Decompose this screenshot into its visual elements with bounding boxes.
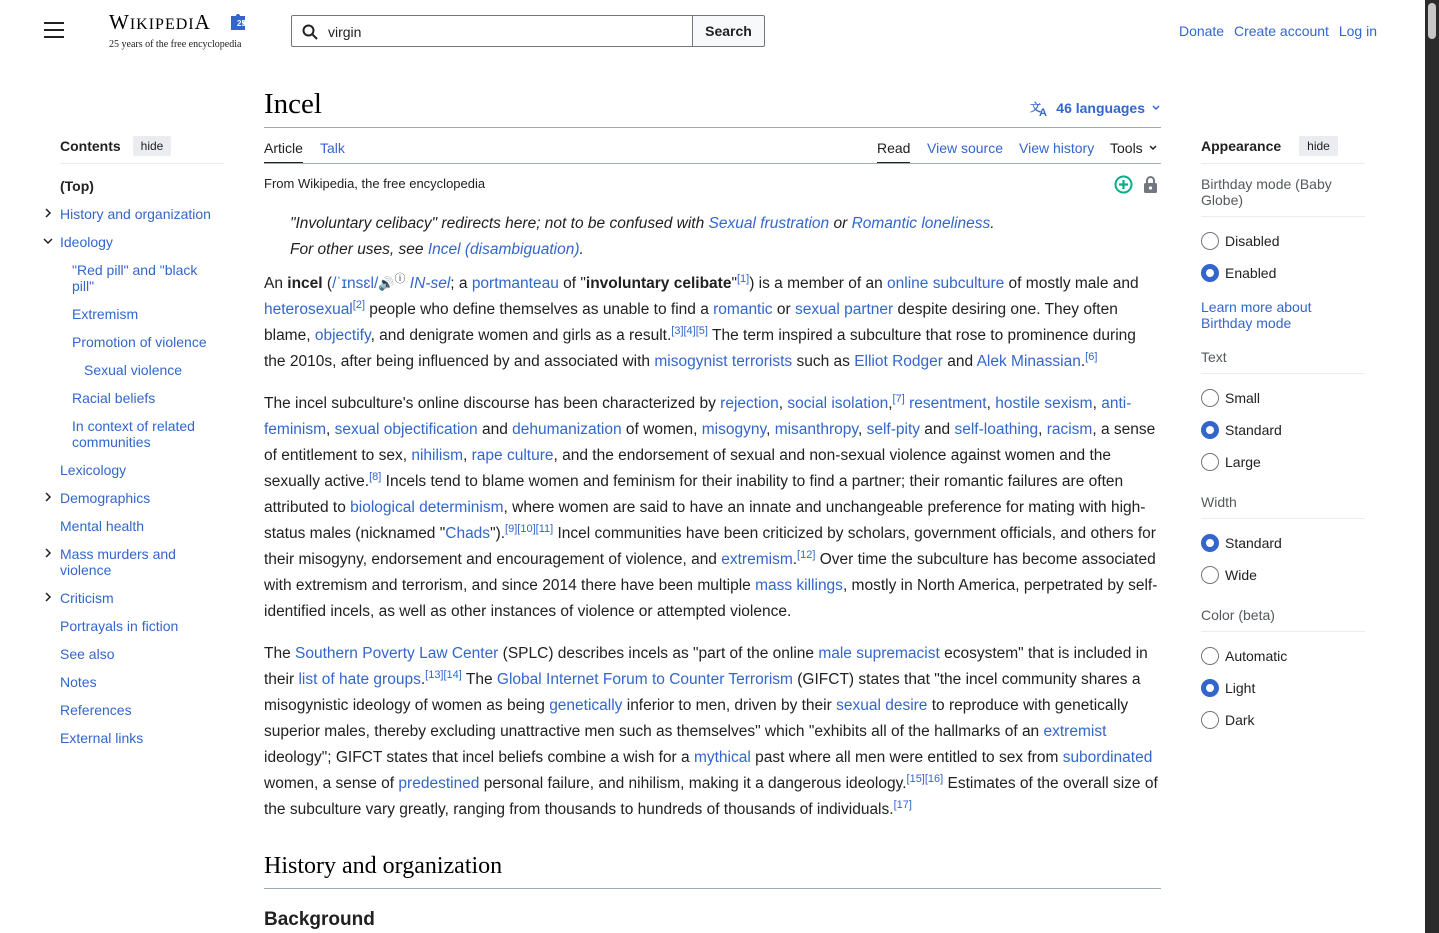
link-nihilism[interactable]: nihilism: [411, 447, 464, 464]
toc-item-criticism[interactable]: Criticism: [60, 590, 224, 606]
chevron-right-icon[interactable]: [42, 491, 54, 503]
article-content: [264, 271, 1161, 839]
toc-header: [60, 134, 224, 164]
appearance-header: [1201, 134, 1365, 164]
link-self-pity[interactable]: self-pity: [866, 421, 920, 438]
tabs-divider: [264, 163, 1161, 164]
link-social-isolation[interactable]: social isolation: [787, 395, 889, 412]
ref-13[interactable]: [13]: [425, 668, 444, 681]
toc-hide-button[interactable]: hide: [133, 136, 172, 156]
learn-more-birthday-link[interactable]: Learn more about Birthday mode: [1201, 299, 1312, 331]
radio-width-wide[interactable]: Wide: [1201, 559, 1365, 591]
toc-item-sexual-violence[interactable]: Sexual violence: [84, 362, 183, 378]
ref-5[interactable]: [5]: [695, 324, 708, 337]
speaker-icon[interactable]: 🔊: [378, 276, 395, 291]
radio-birthday-enabled[interactable]: Enabled: [1201, 257, 1365, 289]
info-icon[interactable]: ⓘ: [394, 272, 406, 285]
link-mythical[interactable]: mythical: [693, 749, 751, 766]
search-box[interactable]: [291, 15, 693, 47]
chevron-right-icon[interactable]: [42, 591, 54, 603]
table-of-contents: [60, 134, 224, 746]
link-misogyny[interactable]: misogyny: [701, 421, 767, 438]
toc-item-ideology[interactable]: Ideology: [60, 234, 224, 250]
link-sexual-objectification[interactable]: sexual objectification: [334, 421, 478, 438]
link-misogynist-terrorists[interactable]: misogynist terrorists: [654, 353, 793, 370]
link-misanthropy[interactable]: misanthropy: [774, 421, 858, 438]
page-scrollbar[interactable]: [1425, 0, 1439, 933]
link-alek-minassian[interactable]: Alek Minassian: [976, 353, 1081, 370]
radio-circle-checked[interactable]: [1201, 421, 1219, 439]
language-icon: [1030, 99, 1050, 117]
link-rape-culture[interactable]: rape culture: [471, 447, 554, 464]
hatnote-line-2: For other uses, see Incel (disambiguation).: [290, 241, 584, 258]
toc-item-references[interactable]: References: [60, 702, 132, 718]
toc-item-demographics[interactable]: Demographics: [60, 490, 224, 506]
radio-circle[interactable]: [1201, 389, 1219, 407]
section-divider: [264, 888, 1161, 889]
link-resentment[interactable]: resentment: [909, 395, 987, 412]
link-elliot-rodger[interactable]: Elliot Rodger: [854, 353, 943, 370]
link-mass-killings[interactable]: mass killings: [755, 577, 843, 594]
scrollbar-thumb[interactable]: [1428, 3, 1436, 39]
link-splc[interactable]: Southern Poverty Law Center: [295, 645, 499, 662]
wikipedia-logo[interactable]: [109, 10, 254, 50]
svg-text:文: 文: [1030, 101, 1042, 114]
tab-talk[interactable]: Talk: [320, 140, 345, 156]
link-hostile-sexism[interactable]: hostile sexism: [995, 395, 1093, 412]
chevron-down-icon[interactable]: [42, 235, 54, 247]
link-sexual-partner[interactable]: sexual partner: [794, 301, 894, 318]
toc-item-mass-murders[interactable]: Mass murders and violence: [60, 546, 210, 578]
ref-12[interactable]: [12]: [797, 548, 816, 561]
radio-text-large[interactable]: Large: [1201, 446, 1365, 478]
tools-menu[interactable]: [1110, 140, 1158, 156]
user-links: [1173, 23, 1377, 39]
link-gifct[interactable]: Global Internet Forum to Counter Terrorism: [496, 671, 793, 688]
ref-3[interactable]: [3]: [671, 324, 684, 337]
link-rejection[interactable]: rejection: [720, 395, 779, 412]
radio-circle[interactable]: [1201, 232, 1219, 250]
ref-11[interactable]: [11]: [535, 522, 554, 535]
toc-item-mental-health[interactable]: Mental health: [60, 518, 145, 534]
logo-tagline: 25 years of the free encyclopedia: [109, 39, 242, 50]
log-in-link[interactable]: Log in: [1338, 23, 1377, 39]
chevron-down-icon: [1151, 103, 1161, 113]
radio-circle-checked[interactable]: [1201, 264, 1219, 282]
page-indicators: [1114, 175, 1159, 194]
search-button[interactable]: Search: [692, 15, 765, 47]
link-chads[interactable]: Chads: [445, 525, 491, 542]
toc-item-top[interactable]: (Top): [60, 178, 94, 194]
link-racism[interactable]: racism: [1046, 421, 1093, 438]
link-online-subculture[interactable]: online subculture: [887, 275, 1005, 292]
link-self-loathing[interactable]: self-loathing: [954, 421, 1039, 438]
chevron-down-icon: [1148, 143, 1158, 153]
logo-wordmark: WIKIPEDIA: [109, 10, 211, 34]
ref-2[interactable]: [2]: [352, 298, 365, 311]
ref-10[interactable]: [10]: [517, 522, 536, 535]
ref-17[interactable]: [17]: [893, 798, 912, 811]
radio-circle[interactable]: [1201, 453, 1219, 471]
toc-item-history[interactable]: History and organization: [60, 206, 224, 222]
donate-link[interactable]: Donate: [1178, 23, 1225, 39]
ref-15[interactable]: [15]: [906, 772, 925, 785]
toc-item-racial[interactable]: Racial beliefs: [72, 390, 156, 406]
link-incel-disambiguation[interactable]: Incel (disambiguation): [427, 241, 580, 258]
radio-text-small[interactable]: Small: [1201, 382, 1365, 414]
hatnote: [290, 211, 1150, 263]
paragraph-3: The Southern Poverty Law Center (SPLC) describes incels as "part of the online male supremacist ecosystem" that is included in their list of hate groups.[13][14] The Global Internet Forum to Counter Terrorism (GIFCT) states that "the incel community shares a misogynistic ideology of women as being genetically inferior to men, driven by their sexual desire to reproduce with genetically superior males, thereby excluding unattractive men such as themselves" which "exhibits all of the hallmarks of an extremist ideology"; GIFCT states that incel beliefs combine a wish for a mythical past where all men were entitled to sex from subordinated women, a sense of predestined personal failure, and nihilism, making it a dangerous ideology.[15][16] Estimates of the overall size of the subculture vary greatly, ranging from thousands to hundreds of thousands of individuals.[17]: [264, 645, 1158, 818]
paragraph-2: The incel subculture's online discourse has been characterized by rejection, social isolation,[7] resentment, hostile sexism, anti-feminism, sexual objectification and dehumanization of women, misogyny, misanthropy, self-pity and self-loathing, racism, a sense of entitlement to sex, nihilism, rape culture, and the endorsement of sexual and non-sexual violence against women and the sexually active.[8] Incels tend to blame women and feminism for their inability to find a partner; their romantic failures are often attributed to biological determinism, where women are said to have an innate and unchangeable preference for mating with high-status males (nicknamed "Chads").[9][10][11] Incel communities have been criticized by scholars, government officials, and others for their misogyny, endorsement and encouragement of violence, and extremism.[12] Over time the subculture has become associated with extremism and terrorism, and since 2014 there have been multiple mass killings, mostly in North America, perpetrated by self-identified incels, as well as other instances of violence or attempted violence.: [264, 392, 1158, 620]
ref-7[interactable]: [7]: [892, 392, 905, 405]
toc-item-notes[interactable]: Notes: [60, 674, 97, 690]
tab-article[interactable]: Article: [264, 140, 303, 164]
page-title: Incel: [264, 88, 322, 120]
toc-item-portrayals[interactable]: Portrayals in fiction: [60, 618, 179, 634]
link-sexual-desire[interactable]: sexual desire: [836, 697, 928, 714]
search-input[interactable]: [326, 21, 686, 43]
search-icon: [302, 24, 318, 40]
link-extremism[interactable]: extremism: [721, 551, 793, 568]
tab-view-source[interactable]: View source: [927, 140, 1004, 156]
radio-color-light[interactable]: Light: [1201, 672, 1365, 704]
toc-item-extremism[interactable]: Extremism: [72, 306, 139, 322]
radio-circle[interactable]: [1201, 566, 1219, 584]
link-hate-groups[interactable]: list of hate groups: [298, 671, 421, 688]
create-account-link[interactable]: Create account: [1234, 23, 1329, 39]
link-sexual-frustration[interactable]: Sexual frustration: [708, 215, 830, 232]
link-anti-feminism[interactable]: anti-feminism: [264, 395, 1132, 438]
languages-label: 46 languages: [1056, 100, 1145, 116]
radio-text-standard[interactable]: Standard: [1201, 414, 1365, 446]
birthday-mode-label: Birthday mode (Baby Globe): [1201, 176, 1365, 217]
link-male-supremacist[interactable]: male supremacist: [818, 645, 940, 662]
link-biological-determinism[interactable]: biological determinism: [350, 499, 504, 516]
color-label: Color (beta): [1201, 607, 1365, 632]
toc-item-redpill[interactable]: "Red pill" and "black pill": [72, 262, 198, 294]
puzzle-badge-text: 25: [237, 19, 246, 28]
tab-read[interactable]: Read: [877, 140, 910, 164]
title-divider: [264, 127, 1161, 128]
chevron-right-icon[interactable]: [42, 207, 54, 219]
radio-color-dark[interactable]: Dark: [1201, 704, 1365, 736]
text-size-label: Text: [1201, 349, 1365, 374]
ipa-link[interactable]: /ˈɪnsɛl/: [332, 275, 379, 292]
link-extremist[interactable]: extremist: [1043, 723, 1107, 740]
ref-9[interactable]: [9]: [505, 522, 518, 535]
radio-circle-checked[interactable]: [1201, 679, 1219, 697]
appearance-panel: [1201, 134, 1365, 736]
paragraph-1: An incel (/ˈɪnsɛl/🔊ⓘ IN-sel; a portmanteau of "involuntary celibate"[1]) is a member of an online subculture of mostly male and heterosexual[2] people who define themselves as unable to find a romantic or sexual partner despite desiring one. They often blame, objectify, and denigrate women and girls as a result.[3][4][5] The term inspired a subculture that rose to prominence during the 2010s, after being influenced by and associated with misogynist terrorists such as Elliot Rodger and Alek Minassian.[6]: [264, 272, 1139, 370]
toc-item-see-also[interactable]: See also: [60, 646, 115, 662]
hatnote-line-1: "Involuntary celibacy" redirects here; not to be confused with Sexual frustration or Romantic loneliness.: [290, 215, 995, 232]
link-genetically[interactable]: genetically: [549, 697, 623, 714]
section-heading-history: History and organization: [264, 853, 503, 879]
ref-14[interactable]: [14]: [443, 668, 462, 681]
radio-birthday-disabled[interactable]: Disabled: [1201, 225, 1365, 257]
link-dehumanization[interactable]: dehumanization: [512, 421, 622, 438]
radio-circle[interactable]: [1201, 711, 1219, 729]
link-romantic[interactable]: romantic: [713, 301, 773, 318]
toc-item-external-links[interactable]: External links: [60, 730, 144, 746]
link-heterosexual[interactable]: heterosexual: [264, 301, 353, 318]
link-predestined[interactable]: predestined: [398, 775, 480, 792]
link-objectify[interactable]: objectify: [314, 327, 371, 344]
radio-circle-checked[interactable]: [1201, 534, 1219, 552]
radio-color-automatic[interactable]: Automatic: [1201, 640, 1365, 672]
toc-item-promotion[interactable]: Promotion of violence: [72, 334, 207, 350]
toc-item-context[interactable]: In context of related communities: [72, 418, 195, 450]
search-form: [291, 15, 765, 47]
width-label: Width: [1201, 494, 1365, 519]
subsection-heading-background: Background: [264, 909, 375, 930]
tools-label: Tools: [1110, 140, 1143, 156]
lock-icon[interactable]: [1142, 175, 1159, 194]
svg-text:A: A: [1039, 107, 1048, 117]
link-subordinated[interactable]: subordinated: [1062, 749, 1153, 766]
main-menu-button[interactable]: [44, 22, 64, 40]
puzzle-globe-icon: [228, 10, 250, 32]
ref-8[interactable]: [8]: [369, 470, 382, 483]
ref-6[interactable]: [6]: [1085, 350, 1098, 363]
respelling-link[interactable]: IN-sel: [409, 275, 451, 292]
good-article-plus-icon[interactable]: [1114, 175, 1133, 194]
chevron-right-icon[interactable]: [42, 547, 54, 559]
appearance-title: Appearance: [1201, 137, 1282, 154]
site-subtitle: From Wikipedia, the free encyclopedia: [264, 176, 486, 191]
radio-circle[interactable]: [1201, 647, 1219, 665]
language-selector[interactable]: [1030, 99, 1161, 117]
appearance-hide-button[interactable]: hide: [1299, 136, 1338, 156]
ref-4[interactable]: [4]: [683, 324, 696, 337]
toc-title: Contents: [60, 137, 121, 154]
tab-view-history[interactable]: View history: [1019, 140, 1095, 156]
link-romantic-loneliness[interactable]: Romantic loneliness: [851, 215, 991, 232]
link-portmanteau[interactable]: portmanteau: [471, 275, 559, 292]
ref-1[interactable]: [1]: [736, 272, 750, 285]
ref-16[interactable]: [16]: [924, 772, 944, 785]
radio-width-standard[interactable]: Standard: [1201, 527, 1365, 559]
toc-item-lexicology[interactable]: Lexicology: [60, 462, 127, 478]
